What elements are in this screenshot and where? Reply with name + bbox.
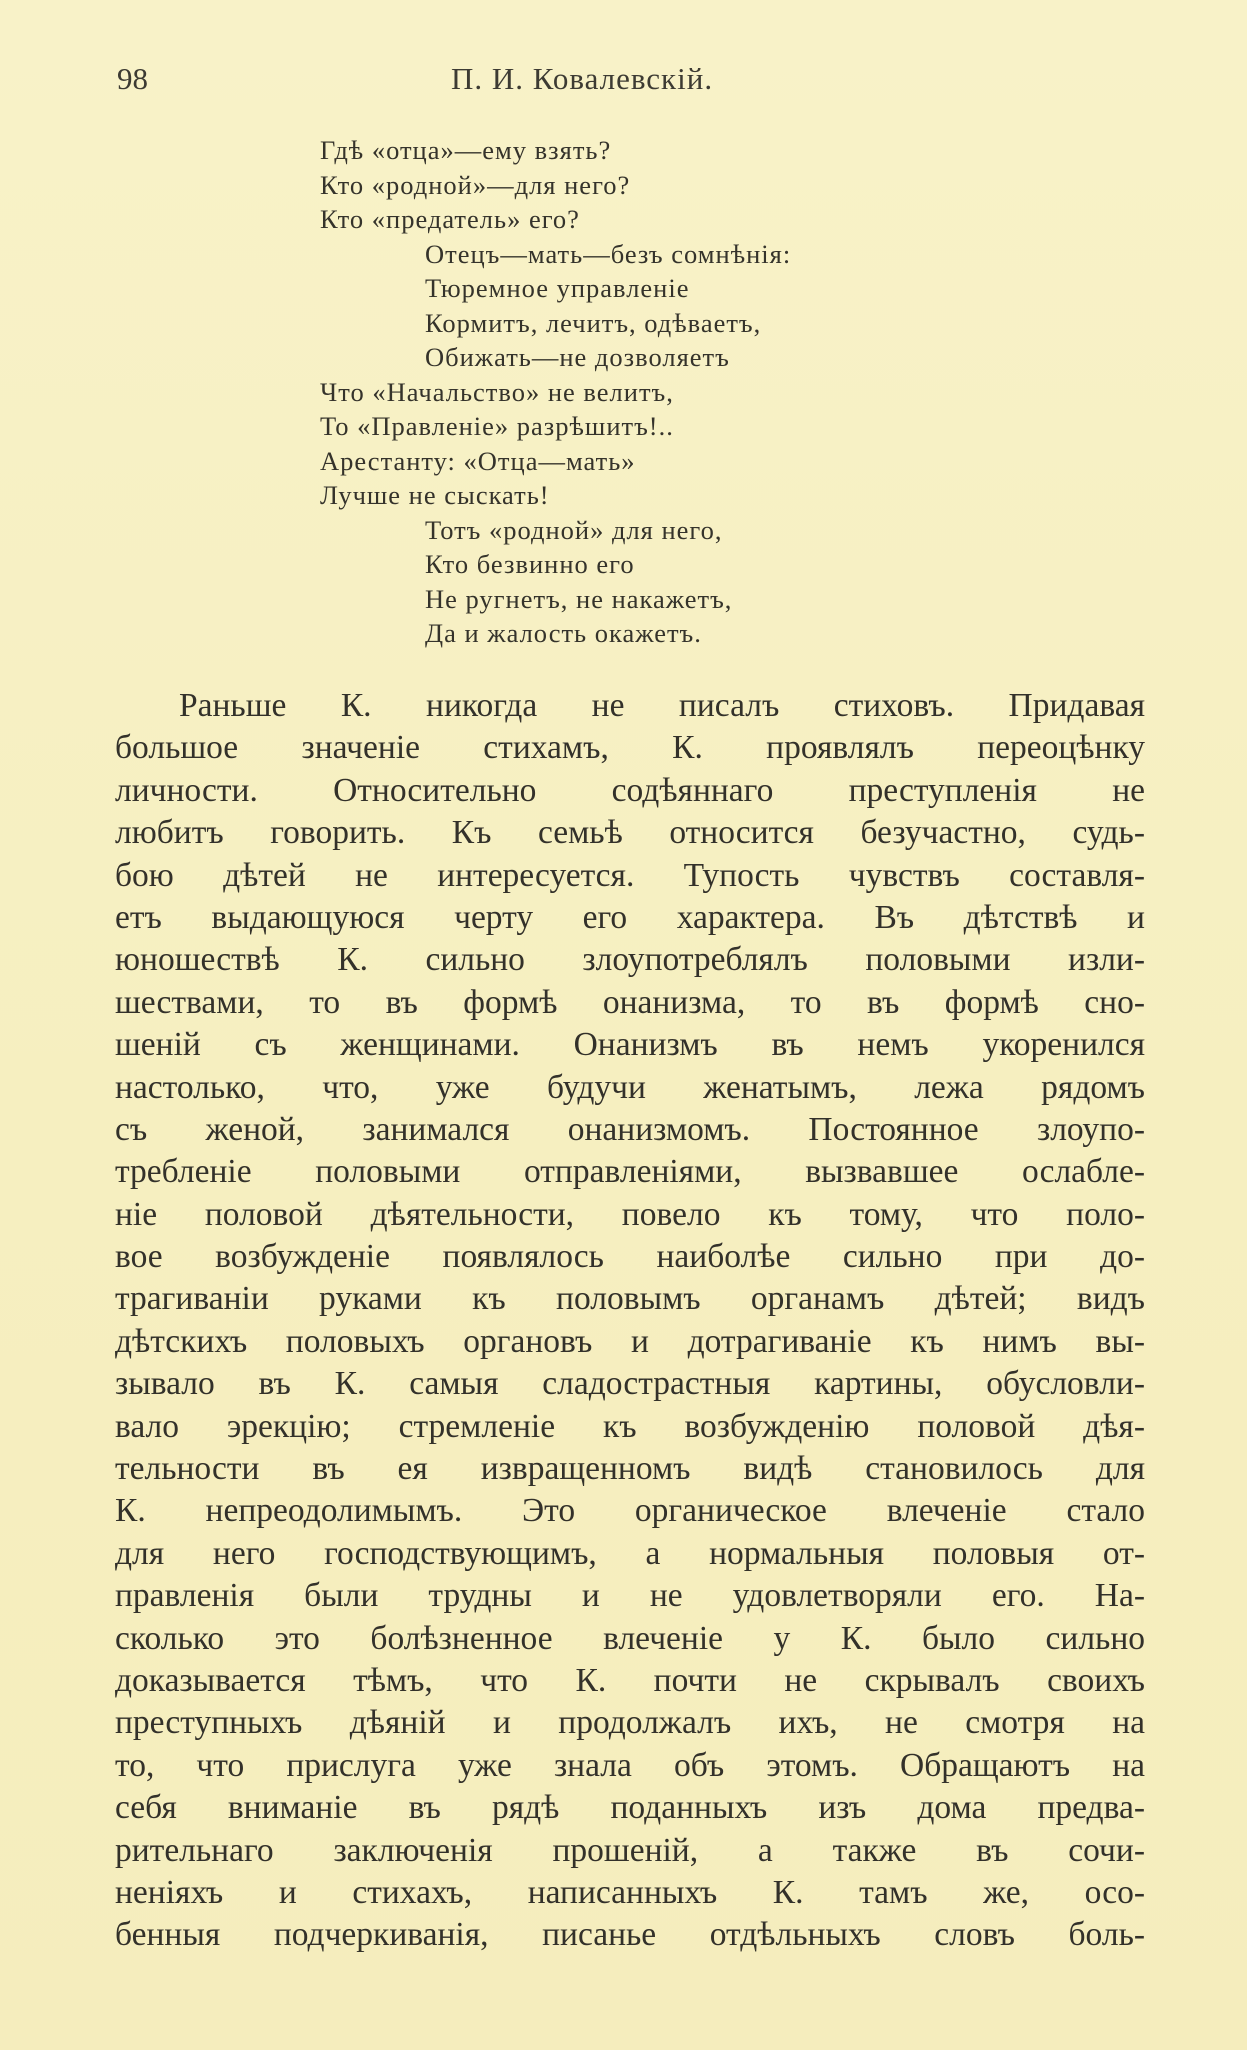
prose-line: любитъ говорить. Къ семьѣ относится безучастно, судь-: [115, 814, 1145, 852]
prose-line: неніяхъ и стихахъ, написанныхъ К. тамъ же, осо-: [115, 1873, 1145, 1911]
prose-line: шеній съ женщинами. Онанизмъ въ немъ укоренился: [115, 1026, 1145, 1064]
prose-line: тельности въ ея извращенномъ видѣ становилось для: [115, 1450, 1145, 1488]
poem-line: Кто безвинно его: [425, 549, 635, 579]
prose-line: бенныя подчеркиванія, писанье отдѣльныхъ словъ боль-: [115, 1916, 1145, 1954]
poem-line: Кто «предатель» его?: [320, 204, 580, 234]
prose-line: вало эрекцію; стремленіе къ возбужденію половой дѣя-: [115, 1407, 1145, 1445]
prose-line: рительнаго заключенія прошеній, а также въ сочи-: [115, 1831, 1145, 1869]
prose-line: бою дѣтей не интересуется. Тупость чувствъ составля-: [115, 856, 1145, 894]
prose-line: вое возбужденіе появлялось наиболѣе сильно при до-: [115, 1238, 1145, 1276]
poem-line: Не ругнетъ, не накажетъ,: [425, 583, 733, 614]
poem-block: [320, 133, 1040, 651]
prose-line: етъ выдающуюся черту его характера. Въ дѣтствѣ и: [115, 898, 1145, 936]
poem-line: Кто «родной»—для него?: [320, 169, 631, 200]
prose-line: требленіе половыми отправленіями, вызвавшее ослабле-: [115, 1153, 1145, 1191]
prose-line: большое значеніе стихамъ, К. проявлялъ переоцѣнку: [115, 729, 1145, 767]
poem-line: Кормитъ, лечитъ, одѣваетъ,: [425, 307, 762, 338]
prose-line: трагиваніи руками къ половымъ органамъ дѣтей; видъ: [115, 1280, 1145, 1318]
prose-line: доказывается тѣмъ, что К. почти не скрывалъ своихъ: [115, 1661, 1145, 1699]
prose-paragraph: [115, 685, 1145, 1957]
prose-line: настолько, что, уже будучи женатымъ, лежа рядомъ: [115, 1068, 1145, 1106]
prose-line: для него господствующимъ, а нормальныя половыя от-: [115, 1534, 1145, 1572]
prose-line: К. непреодолимымъ. Это органическое влеченіе стало: [115, 1492, 1145, 1530]
poem-line: Гдѣ «отца»—ему взять?: [320, 135, 612, 165]
prose-line: съ женой, занимался онанизмомъ. Постоянное злоупо-: [115, 1110, 1145, 1148]
prose-line: ніе половой дѣятельности, повело къ тому, что поло-: [115, 1195, 1145, 1233]
poem-line: Лучше не сыскать!: [320, 480, 550, 510]
poem-line: Отецъ—мать—безъ сомнѣнія:: [425, 238, 792, 269]
prose-line: дѣтскихъ половыхъ органовъ и дотрагиваніе къ нимъ вы-: [115, 1322, 1145, 1360]
prose-line: Раньше К. никогда не писалъ стиховъ. Придавая: [179, 687, 1145, 724]
prose-line: зывало въ К. самыя сладострастныя картины, обусловли-: [115, 1365, 1145, 1403]
prose-line: шествами, то въ формѣ онанизма, то въ формѣ сно-: [115, 983, 1145, 1021]
poem-line: Обижать—не дозволяетъ: [425, 342, 730, 372]
poem-line: Арестанту: «Отца—мать»: [320, 445, 636, 476]
poem-line: Что «Начальство» не велитъ,: [320, 376, 674, 407]
prose-line: то, что прислуга уже знала объ этомъ. Обращаютъ на: [115, 1746, 1145, 1784]
prose-line: сколько это болѣзненное влеченіе у К. было сильно: [115, 1619, 1145, 1657]
poem-line: Да и жалость окажетъ.: [425, 618, 702, 648]
poem-line: Тотъ «родной» для него,: [425, 514, 723, 545]
running-title: П. И. Ковалевскій.: [450, 61, 714, 96]
prose-line: юношествѣ К. сильно злоупотреблялъ половыми изли-: [115, 941, 1145, 979]
prose-line: преступныхъ дѣяній и продолжалъ ихъ, не смотря на: [115, 1704, 1145, 1742]
poem-line: То «Правленіе» разрѣшитъ!..: [320, 411, 674, 441]
poem-line: Тюремное управленіе: [425, 273, 690, 303]
prose-line: правленія были трудны и не удовлетворяли его. На-: [115, 1577, 1145, 1615]
prose-line: личности. Относительно содѣяннаго преступленія не: [115, 771, 1145, 809]
prose-line: себя вниманіе въ рядѣ поданныхъ изъ дома предва-: [115, 1789, 1145, 1827]
page-number: 98: [117, 61, 148, 96]
page-header: [117, 55, 1147, 105]
